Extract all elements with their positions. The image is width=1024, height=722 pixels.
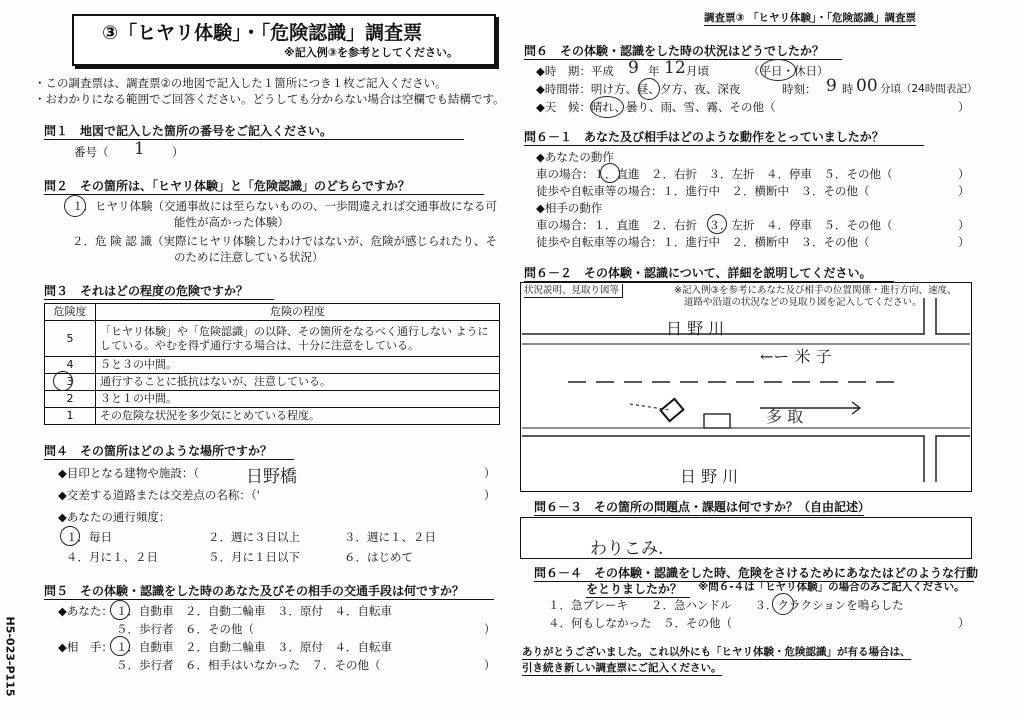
q61-other-walk[interactable]: 徒歩や自転車等の場合：１．進行中 ２．横断中 ３．その他（ (536, 235, 870, 249)
danger-level: 4 (45, 357, 96, 374)
q62-label: 問６－２ その体験・認識について、詳細を説明してください。 (524, 264, 894, 282)
q61-close-4: ） (958, 235, 970, 249)
q61-you-head: ◆あなたの動作 (536, 150, 614, 164)
col-danger-degree: 危険の程度 (96, 304, 500, 321)
q5-close-1: ） (484, 622, 496, 636)
q4-label: 問４ その箇所はどのような場所ですか？ (44, 442, 294, 460)
q4-intersection[interactable]: ◆交差する道路または交差点の名称：（' (58, 488, 260, 502)
freq-option-2[interactable]: ２．週に３日以上 (208, 530, 300, 544)
q5-other-label: ◆相 手： (58, 640, 113, 654)
sketch-car-label: 多 取 (766, 407, 804, 426)
sketch-note-b: 道路や沿道の状況などの見取り図を記入してください。 (684, 297, 922, 308)
q6-date-label: ◆時 期：平成 (536, 64, 614, 78)
q6-time-circle (638, 78, 660, 100)
q6-minute-unit: 分頃（24時間表記） (880, 83, 978, 95)
table-row[interactable] (45, 374, 500, 391)
q64-close: ） (958, 616, 970, 630)
q1-label: 問１ 地図で記入した箇所の番号をご記入ください。 (44, 122, 464, 140)
q64-row1[interactable]: １．急ブレーキ ２．急ハンドル ３．クラクションを鳴らした (548, 598, 904, 612)
q4-close-2: ） (484, 488, 496, 502)
thanks-line-2: 引き続き新しい調査票にご記入ください。 (522, 662, 722, 674)
q63-answer: わりこみ. (590, 539, 664, 559)
q61-label: 問６－１ あなた及び相手はどのような動作をとっていましたか？ (524, 128, 924, 146)
sketch-arrow-left: ←ー 米 子 (760, 347, 832, 366)
q2-opt1-a[interactable]: １．ヒヤリ体験（交通事故には至らないものの、一歩間違えれば交通事故になる可 (72, 199, 498, 213)
intro-line-2: ・おわかりになる範囲でご回答ください。どうしても分からない場合は空欄でも結構です。 (34, 92, 505, 106)
title-note: ※記入例③を参考としてください。 (284, 46, 459, 59)
q1-answer[interactable]: 1 (134, 139, 145, 159)
q64-note: ※問６-４は「ヒヤリ体験」の場合のみご記入ください。 (698, 581, 965, 593)
q3-selection-circle (53, 371, 73, 391)
freq-option-3[interactable]: ３．週に１、２日 (344, 530, 436, 544)
sketch-drawing (520, 282, 972, 492)
q4-landmark-answer[interactable]: 日野橋 (246, 467, 297, 487)
danger-level: 2 (45, 391, 96, 408)
q61-other-circle (707, 214, 727, 234)
danger-text: ３と１の中間。 (96, 391, 500, 408)
q61-other-head: ◆相手の動作 (536, 201, 603, 215)
freq-option-6[interactable]: ６．はじめて (344, 550, 413, 564)
q61-other-car[interactable]: 車の場合：１．直進 ２．右折 ３．左折 ４．停車 ５．その他（ (536, 218, 893, 232)
q6-month-unit: 月頃 (686, 64, 709, 78)
q6-weather-close: ） (958, 100, 970, 114)
q5-other-row2[interactable]: ５．歩行者 ６．相手はいなかった ７．その他（ (116, 658, 381, 672)
q6-day-type[interactable]: （平日・休日） (748, 64, 829, 78)
q6-hour-unit: 時 (842, 82, 854, 96)
danger-level: 5 (45, 321, 96, 357)
q6-weather-label[interactable]: ◆天 候：晴れ、曇り、雨、雪、霧、その他（ (536, 100, 776, 114)
intro-line-1: ・この調査票は、調査票②の地図で記入した１箇所につき１枚ご記入ください。 (34, 76, 447, 90)
danger-table (44, 303, 500, 425)
q5-you-circle (110, 600, 130, 620)
q2-selection-circle (64, 195, 86, 217)
q6-day-circle (760, 59, 796, 81)
q64-label-a: 問６－４ その体験・認識をした時、危険をさけるためにあなたはどのような行動 (534, 566, 979, 580)
q6-year[interactable]: 9 (628, 58, 639, 78)
q64-selection-circle (772, 593, 794, 615)
q2-opt2-b: のために注意している状況） (174, 250, 324, 264)
q6-label: 問６ その体験・認識をした時の状況はどうでしたか？ (524, 42, 842, 60)
q6-weather-circle (590, 96, 624, 118)
q5-you-row2[interactable]: ５．歩行者 ６．その他（ (116, 622, 254, 636)
page-title: ③「ヒヤリ体験」・「危険認識」調査票 (102, 22, 423, 44)
q61-you-car[interactable]: 車の場合：１．直進 ２．右折 ３．左折 ４．停車 ５．その他（ (536, 167, 893, 181)
q61-you-walk[interactable]: 徒歩や自転車等の場合：１．進行中 ２．横断中 ３．その他（ (536, 184, 870, 198)
q63-label: 問６－３ その箇所の問題点・課題は何ですか？（自由記述） (534, 500, 871, 514)
danger-text: 「ヒヤリ体験」や「危険認識」の以降、その箇所をなるべく通行しない ようにしている。やむを得ず通行する場合は、十分に注意をしている。 (96, 321, 500, 357)
q4-close-1: ） (484, 466, 496, 480)
col-danger-level: 危険度 (45, 304, 96, 321)
sketch-note-a: ※記入例③を参考にあなた及び相手の位置関係・進行方向、速度、 (674, 285, 957, 296)
q4-selection-circle (60, 526, 80, 546)
q5-label: 問５ その体験・認識をした時のあなた及びその相手の交通手段は何ですか？ (44, 582, 494, 600)
danger-text: 通行することに抵抗はないが、注意している。 (96, 374, 500, 391)
q61-close-1: ） (958, 167, 970, 181)
q2-opt1-b: 能性が高かった体験） (174, 215, 289, 229)
table-row[interactable] (45, 321, 500, 357)
sketch-bottom-text: 日 野 川 (680, 467, 739, 486)
danger-level: 3 (45, 374, 96, 391)
q5-other-row1[interactable]: １．自動車 ２．自動二輪車 ３．原付 ４．自転車 (116, 640, 392, 654)
q64-label-b: をとりましたか？ (586, 580, 690, 598)
table-row[interactable] (45, 408, 500, 425)
q4-landmark: ◆目印となる建物や施設：（ (58, 466, 200, 480)
side-code: H5-023-P115 (3, 616, 17, 697)
q6-time-label[interactable]: ◆時間帯：明け方、昼、夕方、夜、深夜 (536, 82, 741, 96)
q3-label: 問３ それはどの程度の危険ですか？ (44, 282, 274, 300)
sketch-top-text: 日 野 川 (666, 319, 725, 338)
q64-row2[interactable]: ４．何もしなかった ５．その他（ (548, 616, 732, 630)
thanks-line-1: ありがとうございました。これ以外にも「ヒヤリ体験・危険認識」が有る場合は、 (522, 646, 911, 658)
q63-answer-box[interactable] (520, 517, 972, 559)
table-header-row (45, 304, 500, 321)
q61-close-2: ） (958, 184, 970, 198)
q6-clock-label: 時刻： (782, 82, 817, 96)
q5-you-row1[interactable]: １．自動車 ２．自動二輪車 ３．原付 ４．自転車 (116, 604, 392, 618)
header-right: 調査票③ 「ヒヤリ体験」・「危険認識」調査票 (704, 12, 917, 24)
q5-other-circle (110, 636, 130, 656)
q2-opt2-a[interactable]: ２．危 険 認 識（実際にヒヤリ体験したわけではないが、危険が感じられたり、そ (72, 234, 497, 248)
q61-you-circle (600, 163, 620, 183)
q1-close: ） (172, 145, 184, 159)
q5-close-2: ） (484, 658, 496, 672)
danger-text: その危険な状況を多少気にとめている程度。 (96, 408, 500, 425)
danger-text: ５と３の中間。 (96, 357, 500, 374)
q6-year-unit: 年 (648, 64, 660, 78)
table-row[interactable] (45, 357, 500, 374)
freq-option-5[interactable]: ５．月に１日以下 (208, 550, 300, 564)
q6-month[interactable]: 12 (664, 58, 686, 78)
q61-close-3: ） (958, 218, 970, 232)
q6-hour[interactable]: 9 (826, 76, 837, 96)
freq-option-4[interactable]: ４．月に１、２日 (66, 550, 158, 564)
danger-level: 1 (45, 408, 96, 425)
freq-option-1[interactable]: １．毎日 (66, 530, 112, 544)
q6-minute[interactable]: 00 (856, 76, 878, 96)
table-row[interactable] (45, 391, 500, 408)
q2-label: 問２ その箇所は、「ヒヤリ体験」と「危険認識」のどちらですか？ (44, 177, 484, 195)
q5-you-label: ◆あなた： (58, 604, 113, 618)
q4-freq-label: ◆あなたの通行頻度： (58, 510, 171, 524)
sketch-box-label: 状況説明、見取り図等 (524, 284, 623, 298)
q1-field: 番号（ (74, 145, 109, 159)
